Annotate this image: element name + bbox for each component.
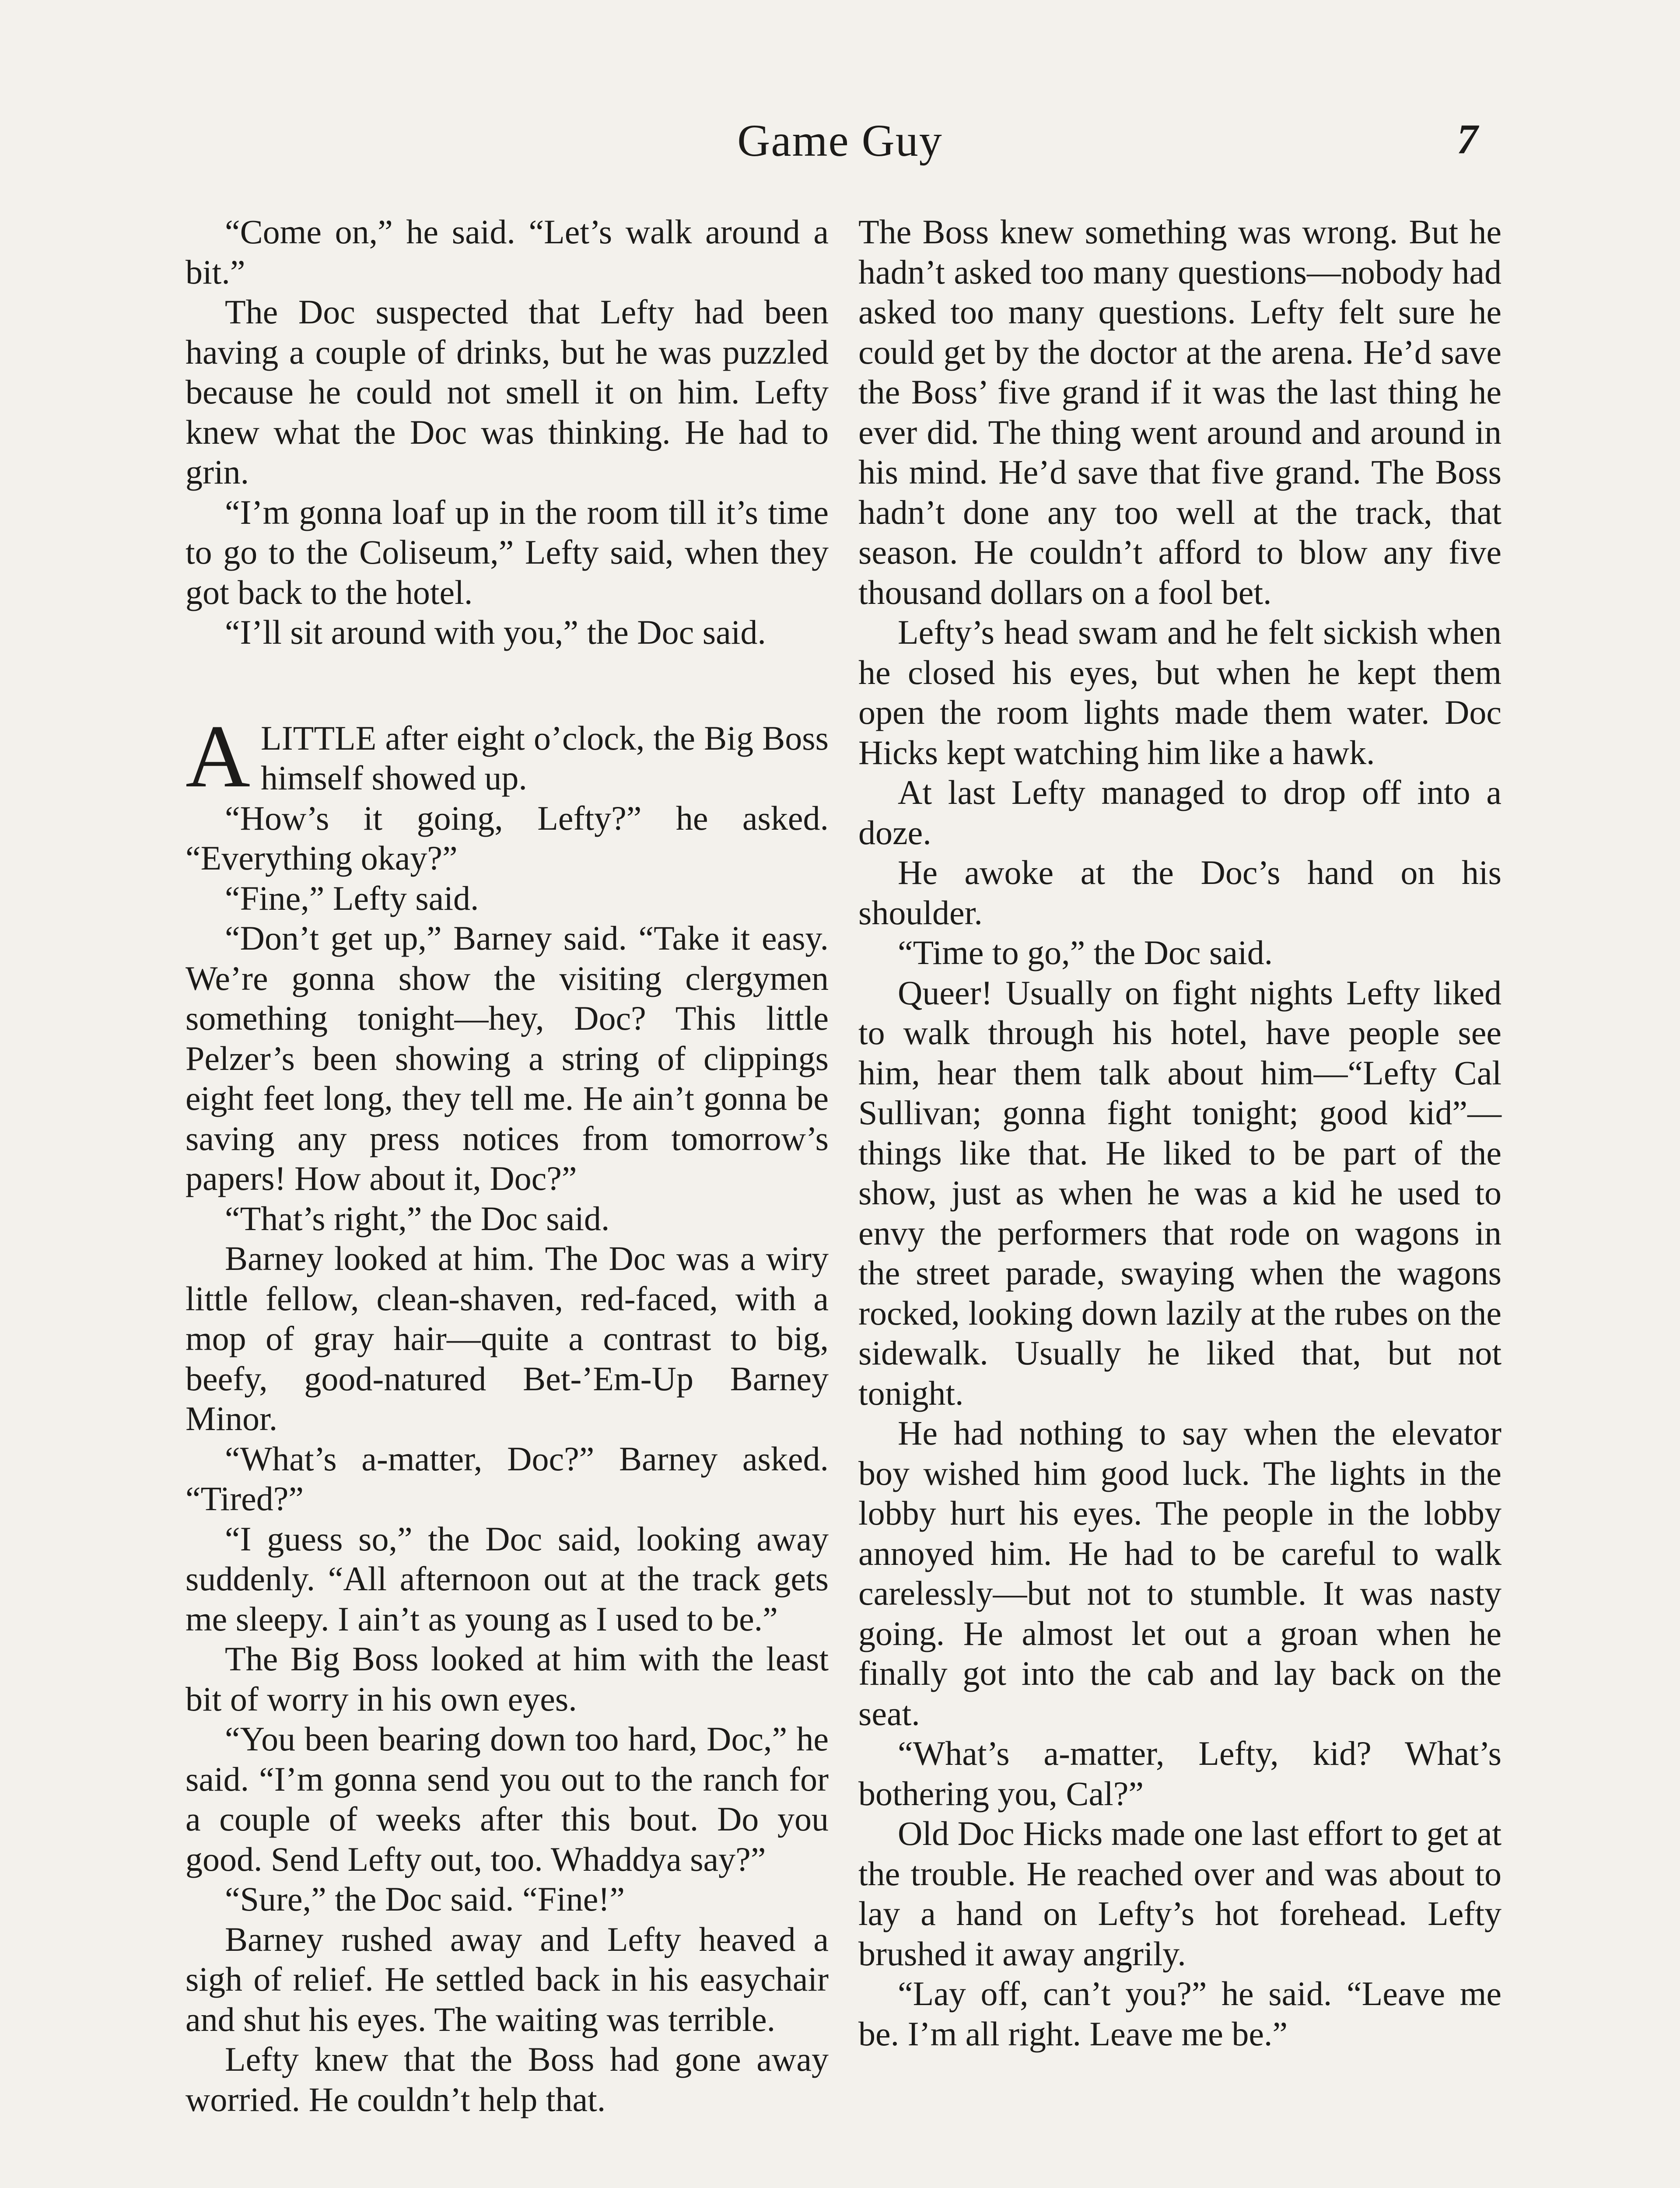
paragraph: He had nothing to say when the elevator boy wished him good luck. The lights in the lobby hurt his eyes. The people in the lobby annoyed him. He had to be careful to walk carelessly—but not to stumble. It was nasty going. He almost let out a groan when he finally got into the cab and lay back on the seat. [858, 1414, 1502, 1732]
paragraph: “Time to go,” the Doc said. [898, 933, 1273, 971]
paragraph: “Sure,” the Doc said. “Fine!” [225, 1880, 625, 1918]
paragraph: “You been bearing down too hard, Doc,” he said. “I’m gonna send you out to the ranch for a couple of weeks after this bout. Do you good. Send Lefty out, too. Whaddya say?” [186, 1720, 829, 1878]
paragraph: “Come on,” he said. “Let’s walk around a bit.” [186, 213, 829, 291]
paragraph: “I’m gonna loaf up in the room till it’s time to go to the Coliseum,” Lefty said, when they got back to the hotel. [186, 493, 829, 611]
paragraph: He awoke at the Doc’s hand on his shoulder. [858, 853, 1502, 932]
left-column [186, 212, 829, 2119]
continued-paragraph: The Boss knew something was wrong. But he hadn’t asked too many questions—nobody had asked too many questions. Lefty felt sure he could get by the doctor at the arena. He’d save the Boss’ five grand if it was the last thing he ever did. The thing went around and around in his mind. He’d save that five grand. The Boss hadn’t done any too well at the track, that season. He couldn’t afford to blow any five thousand dollars on a fool bet. [858, 213, 1502, 611]
paragraph: “Don’t get up,” Barney said. “Take it easy. We’re gonna show the visiting clergymen something tonight—hey, Doc? This little Pelzer’s been showing a string of clippings eight feet long, they tell me. He ain’t gonna be saving any press notices from tomorrow’s papers! How about it, Doc?” [186, 919, 829, 1197]
paragraph: Barney rushed away and Lefty heaved a sigh of relief. He settled back in his easychair and shut his eyes. The waiting was terrible. [186, 1920, 829, 2038]
right-column [858, 212, 1502, 2054]
paragraph: Lefty’s head swam and he felt sickish when he closed his eyes, but when he kept them open the room lights made them water. Doc Hicks kept watching him like a hawk. [858, 613, 1502, 771]
paragraph: At last Lefty managed to drop off into a doze. [858, 773, 1502, 852]
paragraph: Lefty knew that the Boss had gone away worried. He couldn’t help that. [186, 2040, 829, 2118]
paragraph: “Lay off, can’t you?” he said. “Leave me be. I’m all right. Leave me be.” [858, 1974, 1502, 2053]
paragraph: “Fine,” Lefty said. [225, 879, 479, 917]
running-title: Game Guy [737, 116, 943, 166]
section-break [186, 652, 829, 718]
paragraph: “That’s right,” the Doc said. [225, 1199, 610, 1238]
paragraph: The Big Boss looked at him with the least bit of worry in his own eyes. [186, 1640, 829, 1718]
page-number: 7 [1457, 116, 1478, 162]
section-opening-paragraph [186, 706, 829, 806]
paragraph: Queer! Usually on fight nights Lefty liked to walk through his hotel, have people see him, hear them talk about him—“Lefty Cal Sullivan; gonna fight tonight; good kid”—things like that. He liked to be part of the show, just as when he was a kid he used to envy the performers that rode on wagons in the street parade, swaying when the wagons rocked, looking down lazily at the rubes on the sidewalk. Usually he liked that, but not tonight. [858, 973, 1502, 1412]
paragraph: “I guess so,” the Doc said, looking away suddenly. “All afternoon out at the track gets me sleepy. I ain’t as young as I used to be.” [186, 1519, 829, 1638]
drop-cap: A [186, 706, 251, 806]
paragraph: “I’ll sit around with you,” the Doc said. [225, 613, 766, 651]
paragraph: “What’s a-matter, Lefty, kid? What’s bothering you, Cal?” [858, 1734, 1502, 1813]
paragraph: The Doc suspected that Lefty had been having a couple of drinks, but he was puzzled because he could not smell it on him. Lefty knew what the Doc was thinking. He had to grin. [186, 293, 829, 491]
paragraph: Barney looked at him. The Doc was a wiry little fellow, clean-shaven, red-faced, with a mop of gray hair—quite a contrast to big, beefy, good-natured Bet-’Em-Up Barney Minor. [186, 1239, 829, 1438]
paragraph: Old Doc Hicks made one last effort to get at the trouble. He reached over and was about to lay a hand on Lefty’s hot forehead. Lefty brushed it away angrily. [858, 1814, 1502, 1973]
paragraph: “What’s a-matter, Doc?” Barney asked. “Tired?” [186, 1439, 829, 1518]
paragraph: “How’s it going, Lefty?” he asked. “Everything okay?” [186, 799, 829, 877]
section-opening-text: LITTLE after eight o’clock, the Big Boss himself showed up. [261, 719, 829, 797]
